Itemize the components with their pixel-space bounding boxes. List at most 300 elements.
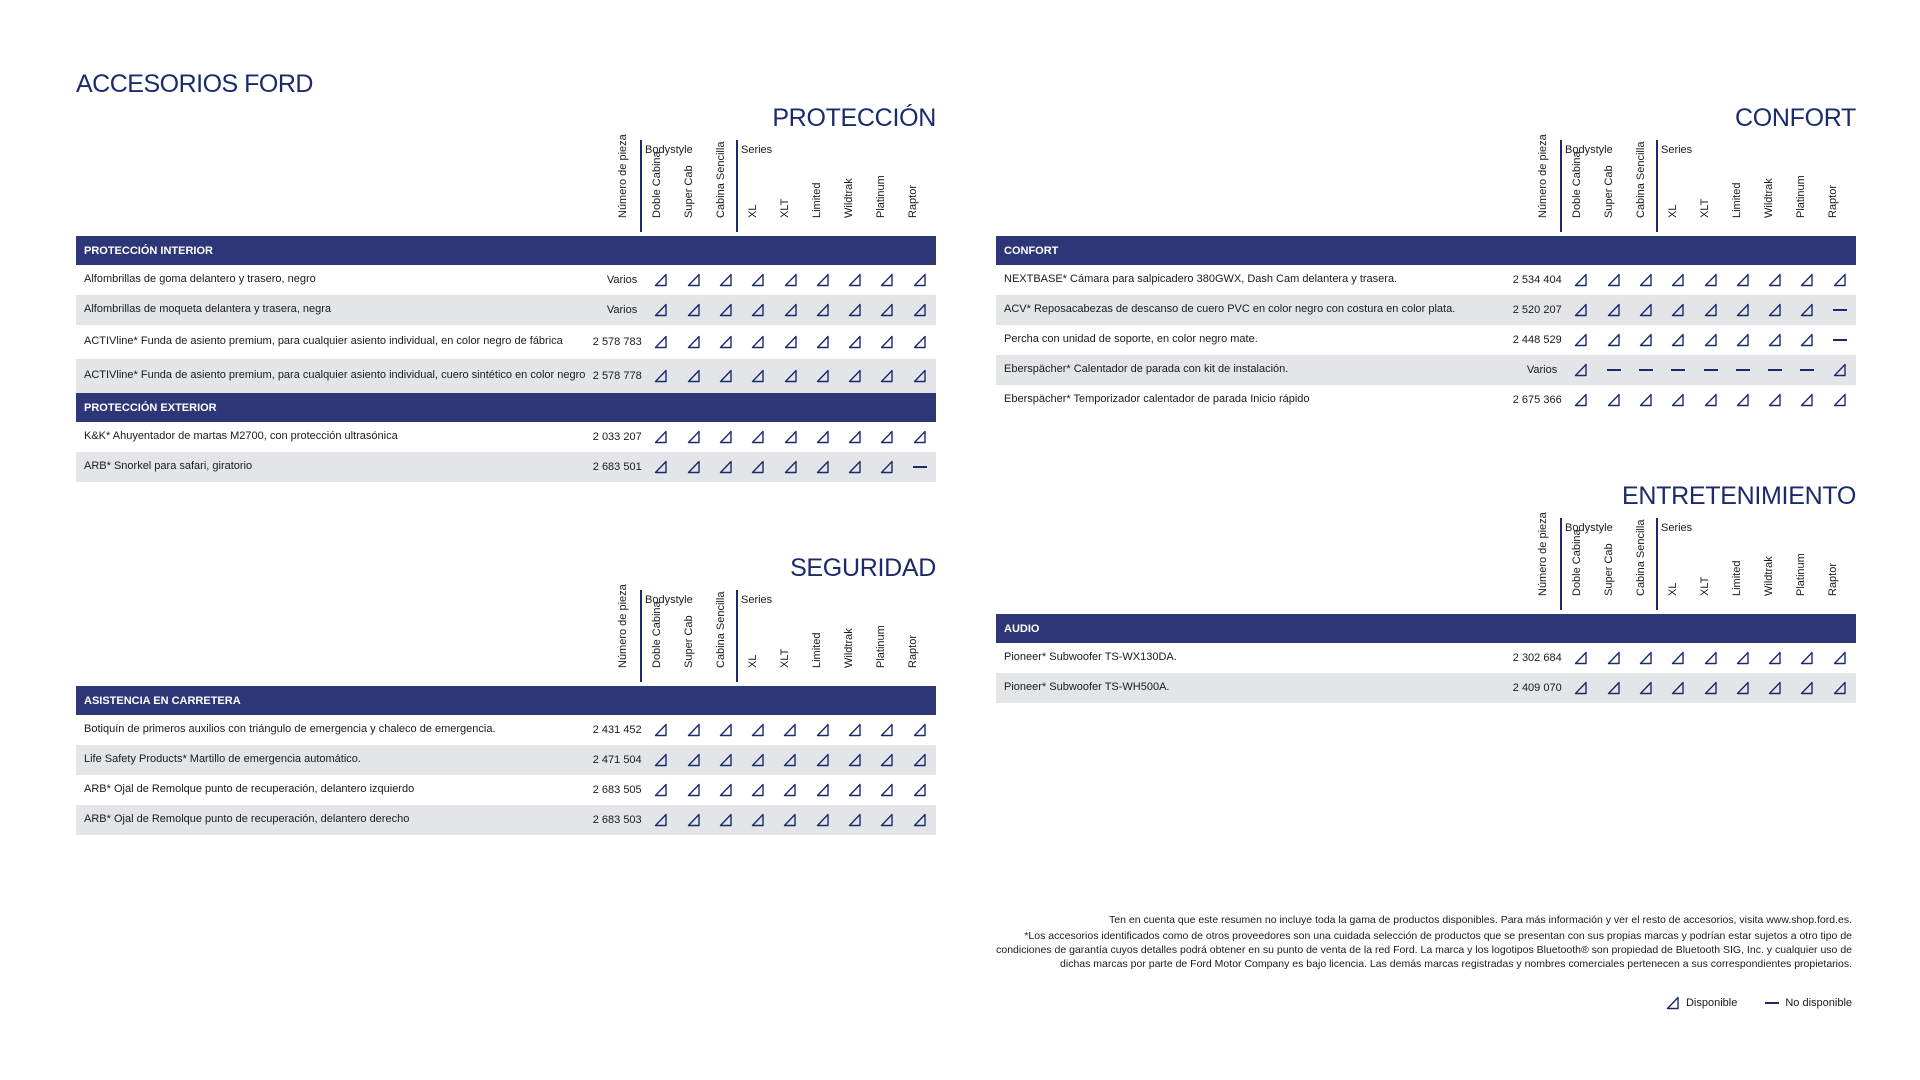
available-mark-icon [1768, 651, 1782, 665]
column-header-xlt [768, 134, 800, 230]
availability-cell [1565, 355, 1597, 385]
unavailable-dash-icon [1765, 1002, 1779, 1004]
column-header-label: Platinum [1795, 553, 1807, 596]
availability-cell [774, 359, 806, 393]
availability-cell [871, 295, 903, 325]
available-mark-icon [1704, 393, 1718, 407]
column-header-label: Doble Cabina [1571, 151, 1583, 218]
column-header-doble-cabina [1560, 134, 1592, 230]
available-mark-icon [687, 369, 701, 383]
column-header-label: XLT [779, 648, 791, 668]
column-header-label: XL [1667, 204, 1679, 218]
availability-cell [807, 805, 839, 835]
available-mark-icon [848, 303, 862, 317]
accessory-description: Eberspächer* Temporizador calentador de parada Inicio rápido [996, 385, 1513, 415]
available-mark-icon [1639, 651, 1653, 665]
availability-cell [678, 325, 710, 359]
table-row [76, 745, 936, 775]
available-mark-icon [654, 753, 668, 767]
available-mark-icon [913, 430, 927, 444]
availability-cell [1565, 385, 1597, 415]
available-mark-icon [654, 335, 668, 349]
available-mark-icon [1671, 393, 1685, 407]
availability-cell [1630, 295, 1662, 325]
available-mark-icon [654, 369, 668, 383]
available-mark-icon [751, 430, 765, 444]
accessories-table [76, 686, 936, 835]
available-mark-icon [784, 369, 798, 383]
accessory-description: ARB* Ojal de Remolque punto de recuperación, delantero izquierdo [76, 775, 593, 805]
availability-cell [710, 775, 742, 805]
column-header-label: Cabina Sencilla [715, 141, 727, 218]
availability-cell [1759, 643, 1791, 673]
available-mark-icon [719, 460, 733, 474]
availability-cell [1791, 385, 1823, 415]
available-mark-icon [816, 460, 830, 474]
available-mark-icon [784, 303, 798, 317]
availability-cell [1824, 643, 1856, 673]
column-header-label: Super Cab [1603, 543, 1615, 596]
column-header-label: Limited [1731, 560, 1743, 596]
availability-cell [1630, 355, 1662, 385]
available-mark-icon [1704, 333, 1718, 347]
table-row [996, 673, 1856, 703]
section-entretenimiento [996, 480, 1856, 703]
column-header-label: Super Cab [683, 165, 695, 218]
column-header-xlt [768, 584, 800, 680]
available-mark-icon [1607, 303, 1621, 317]
available-mark-icon [719, 723, 733, 737]
available-mark-icon [913, 753, 927, 767]
available-mark-icon [1574, 333, 1588, 347]
group-label-series: Series [741, 594, 773, 606]
available-mark-icon [687, 723, 701, 737]
column-header-xlt [1688, 512, 1720, 608]
availability-cell [742, 775, 774, 805]
availability-cell [871, 452, 903, 482]
column-header-label: Raptor [1827, 562, 1839, 596]
column-header-label: Número de pieza [1537, 134, 1549, 218]
column-header-wildtrak [832, 134, 864, 230]
available-mark-icon [1607, 273, 1621, 287]
availability-cell [774, 745, 806, 775]
available-mark-icon [687, 460, 701, 474]
column-header-cabina-sencilla [704, 134, 736, 230]
available-mark-icon [687, 813, 701, 827]
availability-cell [742, 265, 774, 295]
column-header-doble-cabina [640, 584, 672, 680]
available-mark-icon [1607, 681, 1621, 695]
availability-cell [1759, 265, 1791, 295]
column-header-part-number [606, 584, 638, 680]
available-mark-icon [1704, 651, 1718, 665]
availability-cell [1662, 265, 1694, 295]
column-header-limited [800, 584, 832, 680]
accessory-description: ACV* Reposacabezas de descanso de cuero PVC en color negro con costura en color plata. [996, 295, 1513, 325]
availability-cell [1565, 673, 1597, 703]
part-number: 2 683 501 [593, 452, 645, 482]
available-mark-icon [783, 723, 797, 737]
available-mark-icon [783, 783, 797, 797]
availability-cell [1694, 643, 1726, 673]
column-header-cabina-sencilla [1624, 512, 1656, 608]
availability-cell [1824, 325, 1856, 355]
available-mark-icon [1574, 363, 1588, 377]
availability-cell [807, 265, 839, 295]
availability-cell [710, 715, 742, 745]
availability-cell [742, 359, 774, 393]
column-header-platinum [1784, 134, 1816, 230]
column-header-super-cab [672, 134, 704, 230]
available-mark-icon [848, 273, 862, 287]
category-bar [996, 614, 1856, 643]
column-header-doble-cabina [1560, 512, 1592, 608]
part-number: 2 578 783 [593, 325, 645, 359]
availability-cell [1824, 295, 1856, 325]
column-header-wildtrak [1752, 512, 1784, 608]
column-header-label: Doble Cabina [1571, 529, 1583, 596]
availability-cell [1565, 643, 1597, 673]
available-mark-icon [1800, 393, 1814, 407]
available-mark-icon [751, 813, 765, 827]
table-row [996, 295, 1856, 325]
column-header-platinum [1784, 512, 1816, 608]
column-header-label: Cabina Sencilla [715, 591, 727, 668]
available-mark-icon [1671, 273, 1685, 287]
available-mark-icon [654, 460, 668, 474]
unavailable-dash-icon [1833, 339, 1847, 341]
availability-cell [678, 295, 710, 325]
availability-cell [1565, 265, 1597, 295]
column-header-label: Número de pieza [1537, 512, 1549, 596]
part-number: 2 675 366 [1513, 385, 1565, 415]
available-mark-icon [1800, 273, 1814, 287]
unavailable-dash-icon [1639, 369, 1653, 371]
column-header-label: Limited [811, 632, 823, 668]
availability-cell [807, 295, 839, 325]
column-header-raptor [1816, 134, 1848, 230]
column-header-label: Raptor [1827, 184, 1839, 218]
available-mark-icon [816, 369, 830, 383]
available-mark-icon [783, 753, 797, 767]
available-mark-icon [751, 369, 765, 383]
available-mark-icon [816, 753, 830, 767]
availability-cell [1824, 673, 1856, 703]
footnote-third-party-note: *Los accesorios identificados como de otros proveedores son una cuidada selección de productos que se presentan con sus propias marcas y podrían estar sujetos a otro tipo de condiciones de garantía cuyos detalles podrá obtener en su punto de venta de la red Ford. La marca y los logotipos Bluetooth® son propiedad de Bluetooth SIG, Inc. y cualquier uso de dichas marcas por parte de Ford Motor Company es bajo licencia. Las demás marcas registradas y nombres comerciales pertenecen a sus correspondientes propietarios. [996, 930, 1852, 970]
availability-cell [1727, 355, 1759, 385]
availability-cell [839, 745, 871, 775]
category-title: AUDIO [996, 614, 1856, 643]
available-mark-icon [654, 430, 668, 444]
accessory-description: Eberspächer* Calentador de parada con kit de instalación. [996, 355, 1513, 385]
available-mark-icon [1607, 651, 1621, 665]
availability-cell [839, 775, 871, 805]
availability-cell [1662, 355, 1694, 385]
column-header-label: Wildtrak [843, 628, 855, 668]
section-title: PROTECCIÓN [772, 104, 936, 132]
column-header-label: Doble Cabina [651, 151, 663, 218]
available-mark-icon [784, 430, 798, 444]
available-mark-icon [1639, 393, 1653, 407]
availability-cell [1565, 325, 1597, 355]
availability-cell [678, 265, 710, 295]
column-header-limited [1720, 134, 1752, 230]
section-seguridad [76, 552, 936, 835]
available-mark-icon [1833, 681, 1847, 695]
availability-cell [1694, 325, 1726, 355]
availability-cell [1791, 355, 1823, 385]
column-header-label: Super Cab [1603, 165, 1615, 218]
availability-cell [742, 295, 774, 325]
availability-cell [710, 265, 742, 295]
category-bar [76, 393, 936, 422]
available-mark-icon [880, 460, 894, 474]
table-row [996, 385, 1856, 415]
accessory-description: NEXTBASE* Cámara para salpicadero 380GWX, Dash Cam delantera y trasera. [996, 265, 1513, 295]
available-mark-icon [1639, 303, 1653, 317]
available-mark-icon [816, 783, 830, 797]
availability-cell [807, 452, 839, 482]
available-mark-icon [687, 430, 701, 444]
page-title: ACCESORIOS FORD [76, 70, 313, 98]
availability-cell [1630, 325, 1662, 355]
available-mark-icon [1800, 333, 1814, 347]
availability-cell [839, 265, 871, 295]
column-header-super-cab [672, 584, 704, 680]
available-mark-icon [816, 813, 830, 827]
available-mark-icon [719, 753, 733, 767]
available-mark-icon [1800, 681, 1814, 695]
column-header-xl [1656, 512, 1688, 608]
table-row [996, 643, 1856, 673]
column-header-label: Raptor [907, 184, 919, 218]
availability-cell [904, 422, 936, 452]
table-row [76, 715, 936, 745]
available-mark-icon [880, 430, 894, 444]
column-header-label: Número de pieza [617, 134, 629, 218]
availability-cell [710, 295, 742, 325]
availability-cell [677, 805, 709, 835]
group-label-series: Series [741, 144, 773, 156]
availability-cell [807, 359, 839, 393]
category-title: PROTECCIÓN EXTERIOR [76, 393, 936, 422]
table-row [76, 805, 936, 835]
part-number: 2 520 207 [1513, 295, 1565, 325]
accessories-table [996, 614, 1856, 703]
table-header [76, 584, 936, 686]
column-header-super-cab [1592, 134, 1624, 230]
available-mark-icon [687, 783, 701, 797]
column-header-limited [800, 134, 832, 230]
column-header-limited [1720, 512, 1752, 608]
availability-cell [1598, 673, 1630, 703]
available-mark-icon [913, 783, 927, 797]
table-row [996, 355, 1856, 385]
availability-cell [839, 359, 871, 393]
column-header-label: Platinum [875, 625, 887, 668]
section-title: ENTRETENIMIENTO [1622, 482, 1856, 510]
available-mark-icon [1639, 681, 1653, 695]
available-mark-icon [1736, 303, 1750, 317]
column-header-part-number [1526, 512, 1558, 608]
available-mark-icon [687, 273, 701, 287]
availability-cell [1759, 385, 1791, 415]
accessory-description: ARB* Snorkel para safari, giratorio [76, 452, 593, 482]
available-mark-icon [751, 335, 765, 349]
availability-cell [774, 775, 806, 805]
available-mark-icon [1704, 681, 1718, 695]
availability-cell [774, 452, 806, 482]
availability-cell [1791, 295, 1823, 325]
category-bar [76, 236, 936, 265]
available-mark-icon [687, 335, 701, 349]
available-mark-icon [913, 723, 927, 737]
availability-cell [1598, 385, 1630, 415]
available-mark-icon [1574, 273, 1588, 287]
available-mark-icon [751, 303, 765, 317]
available-mark-icon [913, 369, 927, 383]
available-mark-icon [719, 783, 733, 797]
part-number: 2 578 778 [593, 359, 645, 393]
part-number: 2 033 207 [593, 422, 645, 452]
available-mark-icon [1574, 303, 1588, 317]
group-label-bodystyle: Bodystyle [1565, 522, 1613, 534]
availability-cell [678, 359, 710, 393]
availability-cell [1791, 325, 1823, 355]
availability-cell [710, 359, 742, 393]
availability-cell [645, 359, 677, 393]
column-header-platinum [864, 584, 896, 680]
column-header-label: Raptor [907, 634, 919, 668]
column-header-part-number [1526, 134, 1558, 230]
available-mark-icon [751, 273, 765, 287]
availability-cell [1759, 295, 1791, 325]
available-mark-icon [1833, 273, 1847, 287]
unavailable-dash-icon [1671, 369, 1685, 371]
category-title: ASISTENCIA EN CARRETERA [76, 686, 936, 715]
column-header-doble-cabina [640, 134, 672, 230]
category-bar [76, 686, 936, 715]
column-header-label: Wildtrak [1763, 178, 1775, 218]
availability-cell [1759, 673, 1791, 703]
availability-cell [742, 745, 774, 775]
availability-cell [678, 422, 710, 452]
availability-cell [710, 745, 742, 775]
availability-cell [645, 775, 677, 805]
availability-cell [904, 295, 936, 325]
availability-cell [1630, 265, 1662, 295]
part-number: 2 683 503 [593, 805, 645, 835]
available-mark-icon [1704, 303, 1718, 317]
availability-cell [807, 325, 839, 359]
group-label-bodystyle: Bodystyle [645, 594, 693, 606]
accessory-description: ACTIVline* Funda de asiento premium, para cualquier asiento individual, cuero sintético en color negro [76, 359, 593, 393]
available-mark-icon [751, 783, 765, 797]
available-mark-icon [1833, 363, 1847, 377]
available-mark-icon [1704, 273, 1718, 287]
availability-cell [807, 745, 839, 775]
available-mark-icon [1768, 393, 1782, 407]
available-mark-icon [816, 723, 830, 737]
availability-cell [742, 805, 774, 835]
available-mark-icon [719, 430, 733, 444]
available-mark-icon [1671, 681, 1685, 695]
availability-cell [839, 452, 871, 482]
availability-cell [742, 422, 774, 452]
unavailable-dash-icon [1607, 369, 1621, 371]
column-header-label: Wildtrak [843, 178, 855, 218]
available-mark-icon [1833, 393, 1847, 407]
availability-cell [645, 805, 677, 835]
availability-cell [1727, 265, 1759, 295]
part-number: 2 409 070 [1513, 673, 1565, 703]
availability-cell [645, 745, 677, 775]
availability-cell [710, 325, 742, 359]
availability-cell [871, 715, 903, 745]
legend [1666, 996, 1852, 1010]
table-header [996, 512, 1856, 614]
part-number: Varios [593, 295, 645, 325]
column-header-raptor [896, 134, 928, 230]
available-mark-icon [816, 273, 830, 287]
availability-cell [1824, 355, 1856, 385]
column-header-wildtrak [832, 584, 864, 680]
availability-cell [1727, 295, 1759, 325]
availability-cell [904, 452, 936, 482]
unavailable-dash-icon [1800, 369, 1814, 371]
available-mark-icon [654, 813, 668, 827]
table-row [996, 265, 1856, 295]
available-mark-icon [687, 753, 701, 767]
availability-cell [742, 452, 774, 482]
accessory-description: K&K* Ahuyentador de martas M2700, con protección ultrasónica [76, 422, 593, 452]
available-mark-icon [880, 369, 894, 383]
footnote [972, 913, 1852, 971]
available-mark-icon [1800, 651, 1814, 665]
column-header-xl [1656, 134, 1688, 230]
availability-cell [742, 715, 774, 745]
available-mark-icon [1736, 273, 1750, 287]
section-confort [996, 102, 1856, 415]
part-number: 2 302 684 [1513, 643, 1565, 673]
accessory-description: Pioneer* Subwoofer TS-WH500A. [996, 673, 1513, 703]
available-mark-icon [1639, 273, 1653, 287]
availability-cell [645, 422, 677, 452]
availability-cell [871, 805, 903, 835]
available-mark-icon [1671, 651, 1685, 665]
availability-cell [677, 715, 709, 745]
unavailable-dash-icon [1704, 369, 1718, 371]
available-mark-icon [1574, 651, 1588, 665]
available-mark-icon [719, 369, 733, 383]
available-mark-icon [880, 335, 894, 349]
availability-cell [904, 325, 936, 359]
available-mark-icon [719, 303, 733, 317]
table-row [76, 295, 936, 325]
available-mark-icon [751, 753, 765, 767]
available-mark-icon [848, 460, 862, 474]
column-header-label: Platinum [1795, 175, 1807, 218]
available-mark-icon [654, 303, 668, 317]
availability-cell [1759, 355, 1791, 385]
availability-cell [1630, 643, 1662, 673]
available-mark-icon [1639, 333, 1653, 347]
availability-cell [645, 295, 677, 325]
column-header-label: XL [747, 654, 759, 668]
available-mark-icon [654, 723, 668, 737]
availability-cell [774, 805, 806, 835]
availability-cell [774, 422, 806, 452]
